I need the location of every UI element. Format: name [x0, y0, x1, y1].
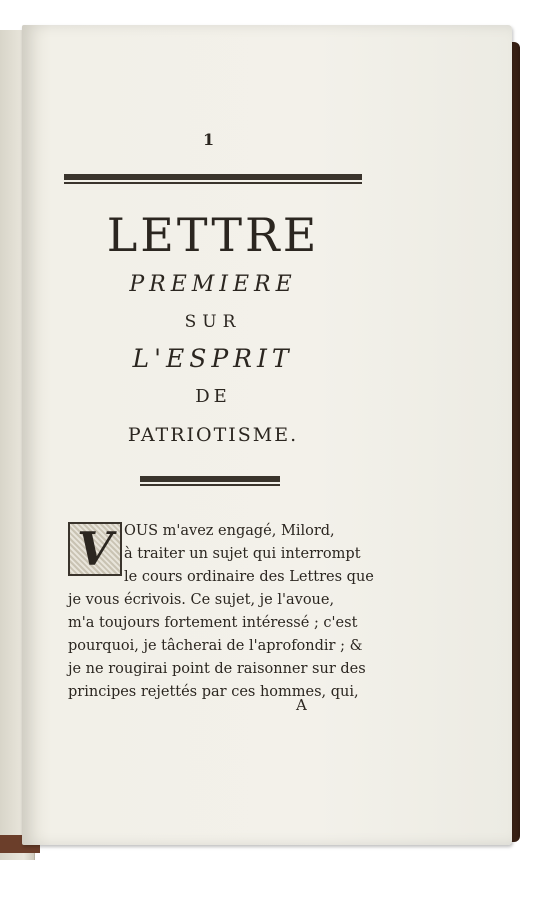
- ornamental-drop-cap: [68, 522, 122, 576]
- title-sur: SUR: [184, 312, 242, 332]
- body-line-4: je vous écrivois. Ce sujet, je l'avoue,: [68, 592, 335, 608]
- body-line-8: principes rejettés par ces hommes, qui,: [68, 684, 359, 700]
- middle-double-rule: [140, 476, 280, 482]
- body-line-1: OUS m'avez engagé, Milord,: [124, 523, 335, 539]
- body-line-6: pourquoi, je tâcherai de l'aprofondir ; &: [68, 638, 363, 654]
- title-esprit: L'ESPRIT: [132, 344, 294, 373]
- body-line-2: à traiter un sujet qui interrompt: [124, 546, 361, 562]
- body-line-7: je ne rougirai point de raisonner sur des: [68, 661, 366, 677]
- signature-mark: A: [296, 696, 307, 714]
- title-de: DE: [195, 386, 231, 407]
- body-line-3: le cours ordinaire des Lettres que: [124, 569, 374, 585]
- drop-cap-letter: V: [77, 522, 113, 576]
- page-number: 1: [203, 130, 215, 149]
- top-double-rule: [64, 174, 362, 180]
- title-lettre: LETTRE: [106, 208, 320, 262]
- body-line-5: m'a toujours fortement intéressé ; c'est: [68, 615, 358, 631]
- title-premiere: PREMIERE: [129, 272, 297, 297]
- title-patriotisme: PATRIOTISME.: [127, 424, 299, 446]
